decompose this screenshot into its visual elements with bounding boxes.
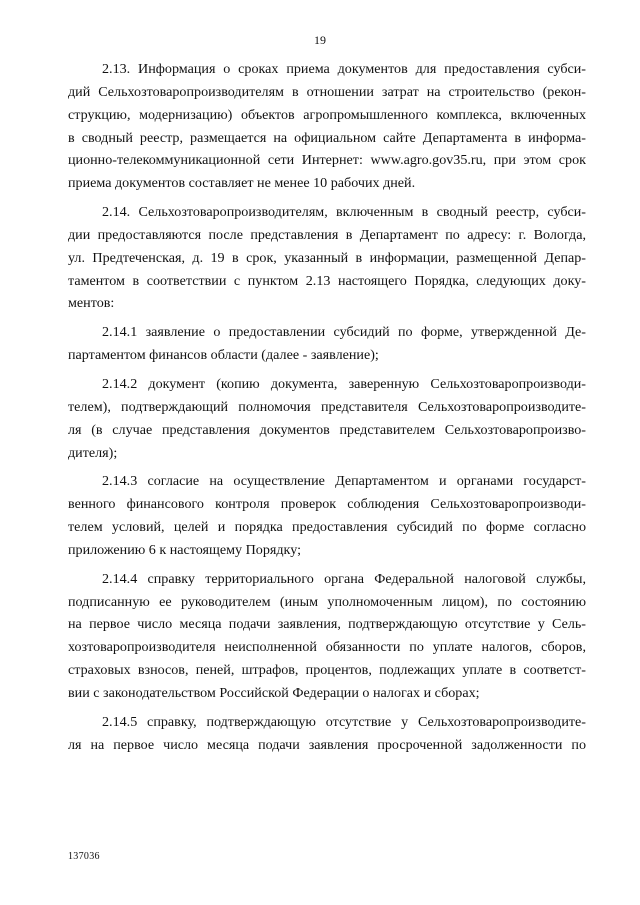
- paragraph-2-14: [68, 201, 586, 315]
- text-line: ционно-телекоммуникационной сети Интернет: www.agro.gov35.ru, при этом срок: [68, 152, 586, 169]
- text-line: 2.14.5 справку, подтверждающую отсутствие у Сельхозтоваропроизводите-: [102, 713, 586, 730]
- text-line: хозтоваропроизводителя неисполненной обязанности по уплате налогов, сборов,: [68, 639, 586, 656]
- text-line: 2.14.3 согласие на осуществление Департаментом и органами государст-: [102, 473, 586, 490]
- text-line: дии предоставляются после представления в Департамент по адресу: г. Вологда,: [68, 226, 586, 243]
- text-line: 2.14.2 документ (копию документа, заверенную Сельхозтоваропроизводи-: [102, 375, 586, 392]
- paragraph-2-14-5: [68, 711, 586, 757]
- text-line: венного финансового контроля проверок соблюдения Сельхозтоваропроизводи-: [68, 496, 586, 513]
- text-line: 2.13. Информация о сроках приема документов для предоставления субси-: [102, 61, 586, 77]
- document-body: [68, 58, 586, 756]
- text-line: 2.14.1 заявление о предоставлении субсидий по форме, утвержденной Де-: [102, 324, 586, 341]
- text-line: 2.14.4 справку территориального органа Федеральной налоговой службы,: [102, 570, 586, 587]
- text-line: дителя);: [68, 444, 118, 461]
- text-line: в сводный реестр, размещается на официальном сайте Департамента в информа-: [68, 129, 586, 146]
- text-line: на первое число месяца подачи заявления, подтверждающую отсутствие у Сель-: [68, 616, 586, 633]
- paragraph-2-14-2: [68, 373, 586, 464]
- text-line: телем), подтверждающий полномочия представителя Сельхозтоваропроизводите-: [68, 398, 586, 415]
- text-line: партаментом финансов области (далее - заявление);: [68, 347, 379, 364]
- text-line: подписанную ее руководителем (иным уполномоченным лицом), по состоянию: [68, 593, 586, 610]
- text-line: дий Сельхозтоваропроизводителям в отношении затрат на строительство (рекон-: [68, 83, 586, 100]
- text-line: 2.14. Сельхозтоваропроизводителям, включенным в сводный реестр, субси-: [102, 204, 586, 221]
- text-line: таментом в соответствии с пунктом 2.13 настоящего Порядка, следующих доку-: [68, 272, 586, 289]
- text-line: ментов:: [68, 295, 115, 312]
- page-number: 19: [314, 33, 326, 47]
- paragraph-2-13: [68, 58, 586, 195]
- text-line: приема документов составляет не менее 10 рабочих дней.: [68, 175, 416, 192]
- text-line: телем условий, целей и порядка предоставления субсидий по форме согласно: [68, 519, 586, 536]
- text-line: струкцию, модернизацию) объектов агропромышленного комплекса, включенных: [68, 106, 586, 123]
- text-line: ля на первое число месяца подачи заявления просроченной задолженности по: [68, 736, 586, 753]
- paragraph-2-14-3: [68, 470, 586, 561]
- text-line: страховых взносов, пеней, штрафов, процентов, подлежащих уплате в соответст-: [68, 662, 586, 679]
- document-code: 137036: [68, 851, 100, 862]
- paragraph-2-14-4: [68, 568, 586, 705]
- text-line: приложению 6 к настоящему Порядку;: [68, 541, 301, 558]
- paragraph-2-14-1: [68, 321, 586, 367]
- text-line: ля (в случае представления документов представителем Сельхозтоваропроизво-: [68, 421, 586, 438]
- text-line: вии с законодательством Российской Федерации о налогах и сборах;: [68, 684, 480, 701]
- text-line: ул. Предтеченская, д. 19 в срок, указанный в информации, размещенной Депар-: [68, 249, 586, 266]
